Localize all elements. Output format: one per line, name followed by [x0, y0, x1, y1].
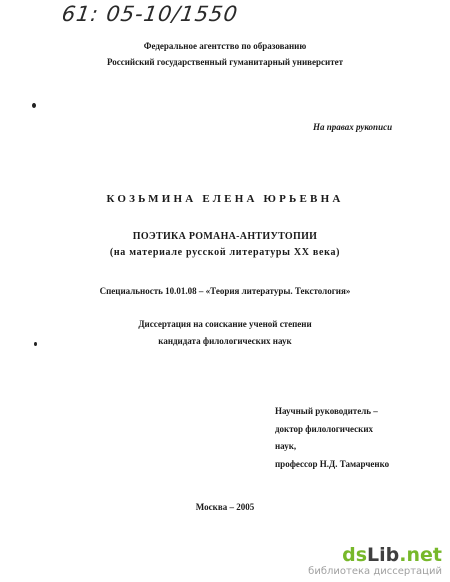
handwritten-catalog-code: 61: 05-10/1550 [60, 2, 240, 26]
supervisor-role: Научный руководитель – [275, 406, 378, 416]
scan-speck [32, 103, 36, 108]
degree-line-1: Диссертация на соискание ученой степени [138, 319, 312, 329]
watermark-tagline: библиотека диссертаций [308, 566, 442, 577]
dissertation-title: ПОЭТИКА РОМАНА-АНТИУТОПИИ [132, 231, 318, 242]
specialty-line: Специальность 10.01.08 – «Теория литературы. Текстология» [99, 286, 351, 296]
agency-name: Федеральное агентство по образованию [143, 41, 307, 51]
degree-line-2: кандидата филологических наук [158, 336, 292, 346]
watermark-logo [308, 544, 442, 566]
author-name: КОЗЬМИНА ЕЛЕНА ЮРЬЕВНА [106, 193, 344, 205]
dissertation-subtitle: (на материале русской литературы XX века) [109, 247, 341, 258]
manuscript-rights-note: На правах рукописи [313, 122, 393, 132]
supervisor-name: профессор Н.Д. Тамарченко [275, 458, 390, 469]
watermark-logo-ds: ds [342, 544, 368, 566]
watermark-logo-net: .net [399, 544, 442, 566]
city-year: Москва – 2005 [195, 502, 255, 512]
watermark-logo-lib: Lib [367, 544, 400, 566]
supervisor-block [275, 403, 389, 473]
supervisor-degree-cont: наук, [275, 441, 297, 451]
watermark [308, 544, 442, 578]
supervisor-degree: доктор филологических [275, 423, 374, 434]
university-name: Российский государственный гуманитарный университет [106, 57, 344, 67]
